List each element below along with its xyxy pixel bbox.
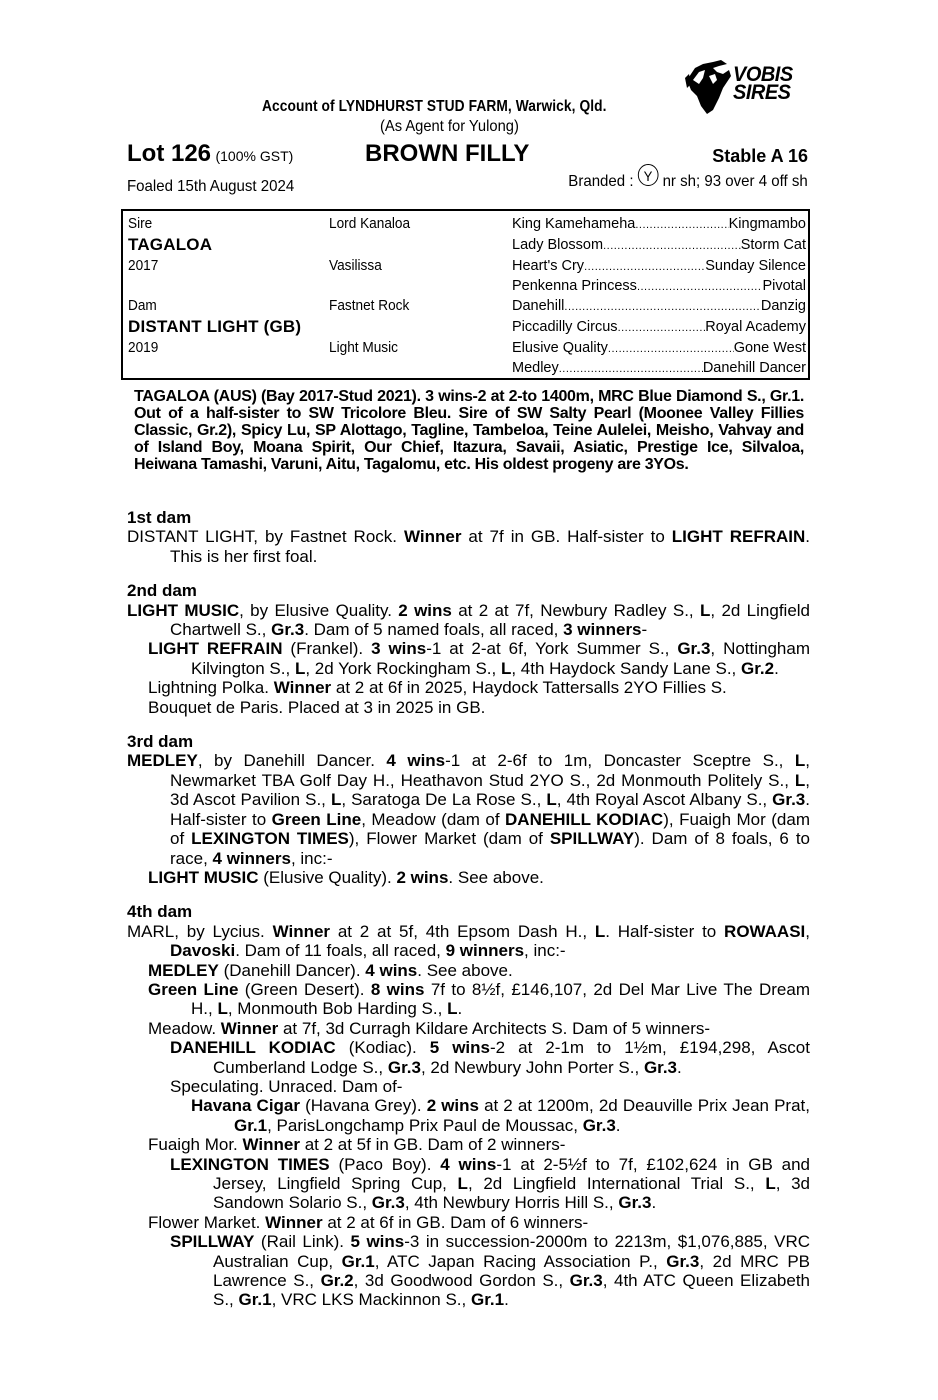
text: , 4th ATC Queen Elizabeth S., <box>213 1271 810 1310</box>
text: Lightning Polka. <box>148 678 274 698</box>
lot-label: Lot 126 <box>127 140 212 167</box>
text: , 2d MRC PB Lawrence S., <box>213 1251 810 1291</box>
bold-text: Gr.1 <box>234 1115 268 1135</box>
bold-text: 2 wins <box>396 867 449 887</box>
text: , 2d Lingfield Chartwell S., <box>170 600 811 640</box>
dam-entry <box>127 698 810 717</box>
bold-text: Gr.1 <box>341 1251 375 1271</box>
text: 7f to 8½f, £146,107, 2d Del Mar Live The Dream H., <box>191 979 810 1019</box>
text: at 2 at 5f, 4th Epsom Dash H., <box>330 921 595 941</box>
branded-marks: nr sh; 93 over 4 off sh <box>662 173 808 190</box>
leader-dots <box>637 278 763 294</box>
dam-entry <box>127 868 810 887</box>
dam-heading: 4th dam <box>127 902 193 922</box>
sire-summary: TAGALOA (AUS) (Bay 2017-Stud 2021). 3 wins-2 at 2-to 1400m, MRC Blue Diamond S., Gr.1. Out of a half-sister to SW Tricolore Bleu. Sire of SW Salty Pearl (Moonee Valley Fillies Classic, Gr.2), Spicy Lu, SP Alottago, Tagline, Tambeloa, Teine Aulelei, Meisho, Vahvay and of Island Boy, Moana Spirit, Our Chief, Itazura, Savaii, Asiatic, Prestige Ice, Silvaloa, Heiwana Tamashi, Varuni, Aitu, Tagalomu, etc. His oldest progeny are 3YOs. <box>134 388 804 473</box>
dam-entry <box>127 961 810 980</box>
dam-year: 2019 <box>128 340 159 356</box>
bold-text: Gr.1 <box>470 1290 505 1310</box>
bold-text: ROWAASI <box>724 921 806 941</box>
bold-text: 2 wins <box>426 1096 479 1116</box>
stable-location: Stable A 16 <box>712 146 808 166</box>
bold-text: 5 wins <box>429 1038 490 1058</box>
text: (Kodiac). <box>335 1038 430 1058</box>
dam-heading: 3rd dam <box>127 732 194 752</box>
text: at 7f, 3d Curragh Kildare Architects S. Dam of 5 winners- <box>278 1018 711 1038</box>
text: , 2d Newbury John Porter S., <box>420 1057 644 1077</box>
text: , inc:- <box>524 941 566 961</box>
text: , by Elusive Quality. <box>239 600 399 620</box>
leader-dots <box>584 258 705 274</box>
bold-text: L <box>447 999 458 1019</box>
text: . <box>774 658 779 678</box>
bold-text: SPILLWAY <box>170 1232 255 1252</box>
text: . Dam of 5 named foals, all raced, <box>304 620 564 640</box>
bold-text: Gr.3 <box>643 1057 678 1077</box>
bold-text: L <box>546 790 557 810</box>
text: , ATC Japan Racing Association P., <box>374 1251 667 1271</box>
bold-text: Davoski <box>170 941 236 961</box>
text: (Elusive Quality). <box>258 867 397 887</box>
gen3-right: Danehill Dancer <box>702 360 806 376</box>
text: , Meadow (dam of <box>361 809 506 829</box>
bold-text: 4 wins <box>440 1154 497 1174</box>
gen3-right: Royal Academy <box>705 319 806 335</box>
bold-text: Havana Cigar <box>191 1096 300 1116</box>
gen3-row <box>512 278 806 294</box>
bold-text: Green Line <box>148 979 239 999</box>
text: at 7f in GB. Half-sister to <box>461 527 672 547</box>
text: . This is her first foal. <box>170 527 810 566</box>
gen3-row <box>512 237 806 253</box>
gen3-right: Sunday Silence <box>705 258 806 274</box>
dam-heading: 2nd dam <box>127 581 197 601</box>
gen3-right: Gone West <box>733 340 806 356</box>
text: , Nottingham Kilvington S., <box>191 639 811 678</box>
bold-text: Gr.3 <box>677 639 711 659</box>
dam-sections <box>127 508 810 1310</box>
bold-text: 3 winners <box>563 620 642 640</box>
leader-dots <box>635 216 728 232</box>
gst-note: (100% GST) <box>215 148 294 164</box>
gen3-row <box>512 216 806 232</box>
dam-entry <box>127 1077 810 1096</box>
vobis-sires-logo <box>683 58 823 116</box>
text: . <box>677 1057 682 1077</box>
bold-text: L <box>500 658 512 678</box>
text: Flower Market. <box>148 1212 266 1232</box>
leader-dots <box>618 319 706 335</box>
text: , 4th Newbury Horris Hill S., <box>404 1193 619 1213</box>
text: at 2 at 1200m, 2d Deauville Prix Jean Prat, <box>479 1096 810 1116</box>
text: , Newmarket TBA Golf Day H., Heathavon Stud 2YO S., 2d Monmouth Politely S., <box>170 751 810 790</box>
text: (Green Desert). <box>238 979 371 999</box>
dam-entry <box>127 1213 810 1232</box>
text: . Half-sister to <box>605 921 725 941</box>
bold-text: Gr.3 <box>666 1251 700 1271</box>
bold-text: L <box>294 658 306 678</box>
dam-entry <box>127 678 810 697</box>
vendor-account: Account of LYNDHURST STUD FARM, Warwick, Qld. <box>262 98 607 115</box>
text: DISTANT LIGHT, by Fastnet Rock. <box>127 527 404 547</box>
bold-text: Gr.3 <box>582 1115 616 1135</box>
bold-text: Winner <box>265 1212 323 1232</box>
bold-text: L <box>794 751 806 771</box>
bold-text: DANEHILL KODIAC <box>170 1038 336 1058</box>
text: , ParisLongchamp Prix Paul de Moussac, <box>267 1115 583 1135</box>
text: -1 at 2-5½f to 7f, £102,624 in GB and Jersey, Lingfield Spring Cup, <box>213 1154 810 1193</box>
text: . <box>457 999 463 1019</box>
brand-symbol-icon: Y <box>638 164 659 186</box>
text: . Half-sister to <box>170 790 810 829</box>
bold-text: Gr.3 <box>618 1193 652 1213</box>
sire-year: 2017 <box>128 258 159 274</box>
text: , <box>805 921 811 941</box>
bold-text: LIGHT MUSIC <box>148 867 259 887</box>
text: -3 in succession-2000m to 2213m, $1,076,885, VRC Australian Cup, <box>213 1232 811 1271</box>
text: at 2 at 5f in GB. Dam of 2 winners- <box>299 1135 566 1155</box>
dam-entry <box>127 639 810 678</box>
dam-entry <box>127 601 810 640</box>
horse-jockey-icon <box>683 58 733 116</box>
bold-text: LEXINGTON TIMES <box>170 1154 330 1174</box>
dam-entry <box>127 527 810 566</box>
dam-entry <box>127 922 810 961</box>
bold-text: L <box>700 600 711 620</box>
leader-dots <box>559 360 703 376</box>
dam-dam: Light Music <box>329 340 398 356</box>
bold-text: Winner <box>273 678 332 698</box>
dam-entry <box>127 980 810 1019</box>
gen3-left: King Kamehameha <box>512 216 636 232</box>
text: . <box>615 1115 621 1135</box>
gen3-row <box>512 360 806 376</box>
text: Meadow. <box>148 1018 221 1038</box>
bold-text: 4 wins <box>386 751 446 771</box>
text: Speculating. Unraced. Dam of- <box>170 1076 403 1096</box>
bold-text: L <box>457 1174 468 1193</box>
bold-text: 8 wins <box>370 979 425 999</box>
dam-entry <box>127 1232 810 1310</box>
gen3-right: Kingmambo <box>728 216 806 232</box>
text: (Havana Grey). <box>300 1096 427 1116</box>
gen3-right: Storm Cat <box>740 237 806 253</box>
gen3-left: Penkenna Princess <box>512 278 637 294</box>
text: . <box>651 1193 657 1213</box>
logo-line-2: SIRES <box>733 81 791 104</box>
branded-label: Branded : <box>568 173 634 190</box>
pedigree-table <box>121 209 810 380</box>
text: ), Fuaigh Mor (dam of <box>170 809 811 849</box>
bold-text: Winner <box>242 1135 300 1155</box>
sire-sire: Lord Kanaloa <box>329 216 411 232</box>
text: , Saratoga De La Rose S., <box>341 790 547 810</box>
bold-text: 4 wins <box>365 960 418 980</box>
dam-entry <box>127 1038 810 1077</box>
leader-dots <box>564 298 760 314</box>
gen3-row <box>512 298 806 314</box>
gen3-row <box>512 340 806 356</box>
gen3-left: Danehill <box>512 298 565 314</box>
bold-text: LIGHT REFRAIN <box>671 527 806 547</box>
foaled-date: Foaled 15th August 2024 <box>127 178 295 195</box>
text: at 2 at 7f, Newbury Radley S., <box>451 600 700 620</box>
text: Bouquet de Paris. Placed at 3 in 2025 in GB. <box>148 697 486 717</box>
text: , 4th Royal Ascot Albany S., <box>556 790 773 810</box>
dam-label: Dam <box>128 298 157 314</box>
text: at 2 at 6f in GB. Dam of 6 winners- <box>322 1212 589 1232</box>
bold-text: L <box>765 1174 776 1193</box>
text: , by Danehill Dancer. <box>197 751 387 771</box>
gen3-left: Heart's Cry <box>512 258 585 274</box>
text: MARL, by Lycius. <box>127 921 273 941</box>
logo-line-1: VOBIS <box>733 63 793 86</box>
gen3-row <box>512 319 806 335</box>
text: , VRC LKS Mackinnon S., <box>271 1290 471 1310</box>
bold-text: LIGHT MUSIC <box>127 600 240 620</box>
gen3-left: Piccadilly Circus <box>512 319 618 335</box>
bold-text: 4 winners <box>212 848 291 868</box>
text: , 2d York Rockingham S., <box>305 658 501 678</box>
dam-entry <box>127 1096 810 1135</box>
text: (Rail Link). <box>254 1232 351 1252</box>
sex-colour: BROWN FILLY <box>365 140 530 167</box>
text: . Dam of 11 foals, all raced, <box>235 941 446 961</box>
text: -1 at 2-6f to 1m, Doncaster Sceptre S., <box>445 751 795 771</box>
dam-entry <box>127 1019 810 1038</box>
dam-entry <box>127 1135 810 1154</box>
bold-text: Gr.3 <box>569 1271 603 1291</box>
text: -1 at 2-at 6f, York Summer S., <box>426 639 678 659</box>
text: , 3d Sandown Solario S., <box>213 1174 810 1213</box>
gen3-left: Lady Blossom <box>512 237 604 253</box>
gen3-left: Medley <box>512 360 559 376</box>
text: , 2d Lingfield International Trial S., <box>467 1174 766 1193</box>
dam-entry <box>127 1155 810 1213</box>
bold-text: L <box>594 921 606 941</box>
bold-text: 9 winners <box>445 941 525 961</box>
text: , 3d Goodwood Gordon S., <box>353 1271 570 1291</box>
lot-row <box>127 140 810 170</box>
sire-label: Sire <box>128 216 153 232</box>
bold-text: DANEHILL KODIAC <box>505 809 664 829</box>
bold-text: Gr.3 <box>371 1193 405 1213</box>
dam-entry <box>127 751 810 867</box>
gen3-right: Danzig <box>760 298 806 314</box>
bold-text: 3 wins <box>371 639 427 659</box>
sire-dam: Vasilissa <box>329 258 382 274</box>
text: ). Dam of 8 foals, 6 to race, <box>170 829 811 868</box>
text: , inc:- <box>290 848 333 868</box>
leader-dots <box>603 237 741 253</box>
bold-text: LEXINGTON TIMES <box>191 829 349 849</box>
text: Fuaigh Mor. <box>148 1135 243 1155</box>
bold-text: L <box>217 999 228 1019</box>
gen3-row <box>512 258 806 274</box>
text: -2 at 2-1m to 1½m, £194,298, Ascot Cumberland Lodge S., <box>213 1038 810 1077</box>
text: at 2 at 6f in 2025, Haydock Tattersalls 2YO Fillies S. <box>331 678 727 698</box>
bold-text: Winner <box>272 921 331 941</box>
bold-text: SPILLWAY <box>549 829 635 849</box>
bold-text: Green Line <box>271 809 362 829</box>
agent-line: (As Agent for Yulong) <box>380 118 519 135</box>
gen3-right: Pivotal <box>762 278 806 294</box>
dam-sire: Fastnet Rock <box>329 298 410 314</box>
bold-text: 5 wins <box>350 1232 405 1252</box>
bold-text: Gr.3 <box>387 1057 421 1077</box>
bold-text: Gr.2 <box>320 1271 354 1291</box>
bold-text: L <box>330 790 342 810</box>
text: , 4th Haydock Sandy Lane S., <box>511 658 741 678</box>
text: (Danehill Dancer). <box>218 960 366 980</box>
bold-text: Gr.1 <box>238 1290 272 1310</box>
text: - <box>641 620 648 640</box>
dam-heading: 1st dam <box>127 508 192 527</box>
text: . See above. <box>448 867 544 887</box>
text: , 3d Ascot Pavilion S., <box>170 770 810 810</box>
bold-text: Gr.3 <box>271 620 305 640</box>
text: . <box>504 1290 509 1310</box>
text: ), Flower Market (dam of <box>348 829 550 849</box>
bold-text: MEDLEY <box>148 960 219 980</box>
leader-dots <box>608 340 734 356</box>
bold-text: Gr.3 <box>772 790 806 810</box>
text: . See above. <box>417 960 513 980</box>
bold-text: MEDLEY <box>127 751 198 771</box>
sire-name: TAGALOA <box>128 235 213 254</box>
text: (Frankel). <box>282 639 372 659</box>
bold-text: L <box>794 770 806 790</box>
text: (Paco Boy). <box>329 1154 441 1174</box>
lot-number <box>127 140 293 168</box>
branding <box>569 170 808 192</box>
text: , Monmouth Bob Harding S., <box>227 999 448 1019</box>
bold-text: 2 wins <box>398 600 452 620</box>
bold-text: Winner <box>403 527 462 547</box>
bold-text: Gr.2 <box>741 658 775 678</box>
dam-name: DISTANT LIGHT (GB) <box>128 317 302 336</box>
bold-text: LIGHT REFRAIN <box>148 639 283 659</box>
bold-text: Winner <box>220 1018 279 1038</box>
gen3-left: Elusive Quality <box>512 340 608 356</box>
